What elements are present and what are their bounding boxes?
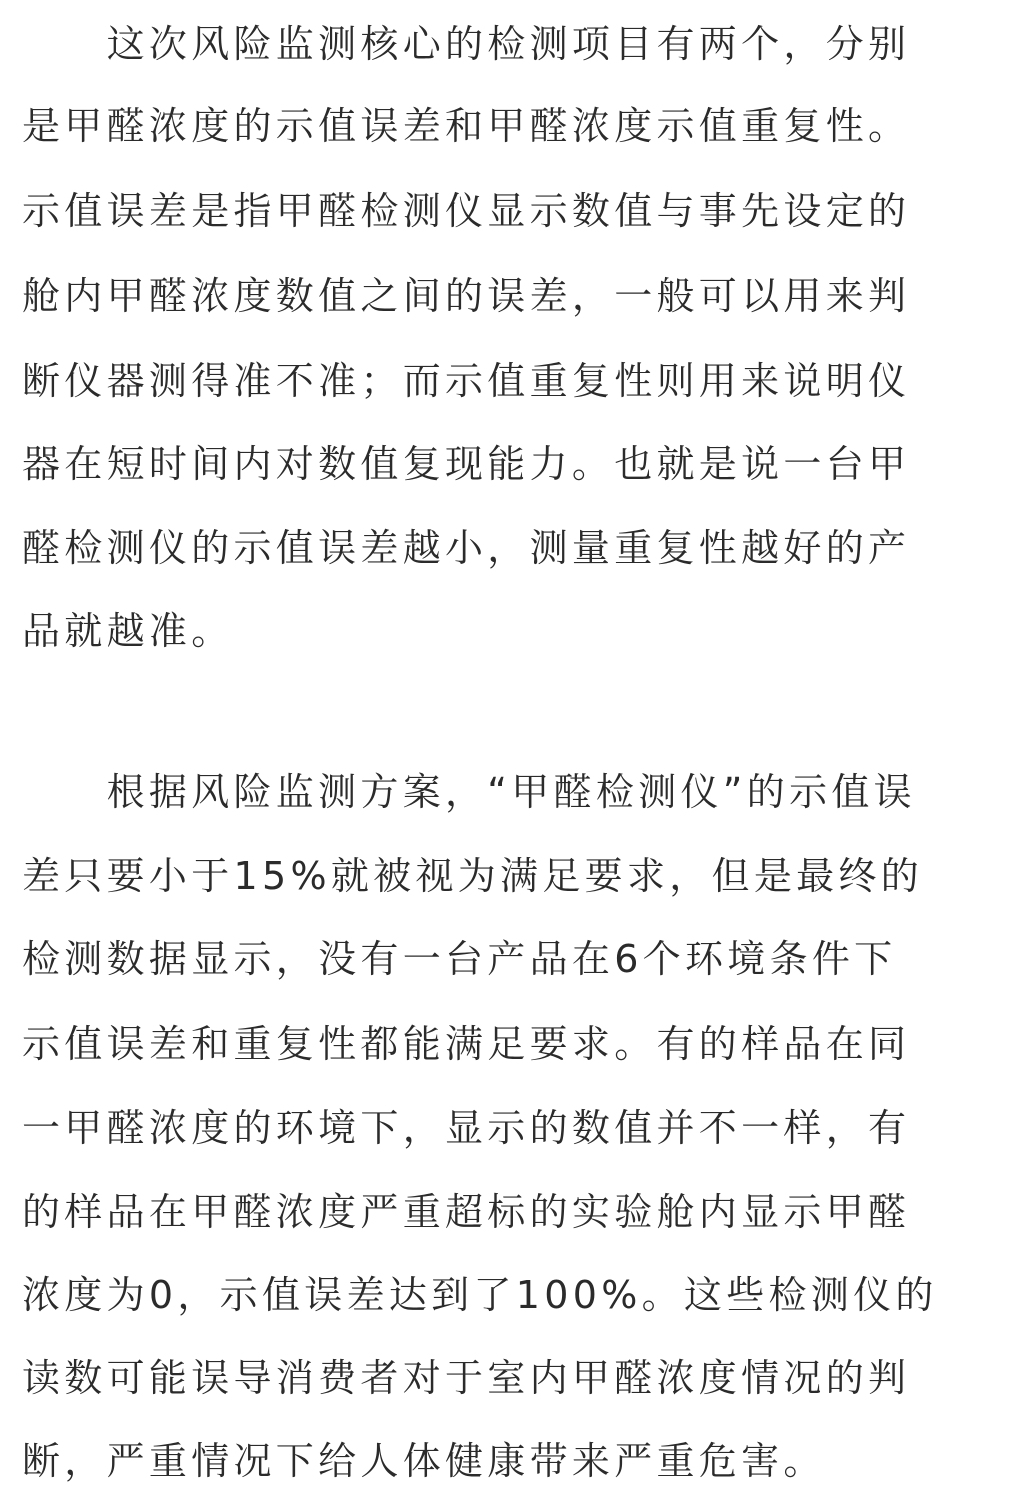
text-line: 品就越准。 (22, 609, 234, 653)
text-line: 舱内甲醛浓度数值之间的误差，一般可以用来判 (22, 274, 911, 318)
text-line: 断仪器测得准不准；而示值重复性则用来说明仪 (22, 359, 911, 403)
text-line: 的样品在甲醛浓度严重超标的实验舱内显示甲醛 (22, 1190, 911, 1234)
text-line: 示值误差是指甲醛检测仪显示数值与事先设定的 (22, 189, 911, 233)
text-line: 根据风险监测方案，“甲醛检测仪”的示值误 (22, 770, 916, 814)
text-line: 检测数据显示，没有一台产品在6个环境条件下 (22, 937, 897, 981)
text-line: 器在短时间内对数值复现能力。也就是说一台甲 (22, 442, 911, 486)
text-line: 示值误差和重复性都能满足要求。有的样品在同 (22, 1022, 911, 1066)
text-line: 一甲醛浓度的环境下，显示的数值并不一样，有 (22, 1106, 911, 1150)
text-line: 浓度为0，示值误差达到了100%。这些检测仪的 (22, 1273, 938, 1317)
text-line: 这次风险监测核心的检测项目有两个，分别 (22, 22, 911, 66)
text-line: 醛检测仪的示值误差越小，测量重复性越好的产 (22, 526, 911, 570)
text-line: 读数可能误导消费者对于室内甲醛浓度情况的判 (22, 1356, 911, 1400)
text-line: 差只要小于15%就被视为满足要求，但是最终的 (22, 854, 924, 898)
text-line: 是甲醛浓度的示值误差和甲醛浓度示值重复性。 (22, 104, 911, 148)
text-line: 断，严重情况下给人体健康带来严重危害。 (22, 1439, 826, 1483)
